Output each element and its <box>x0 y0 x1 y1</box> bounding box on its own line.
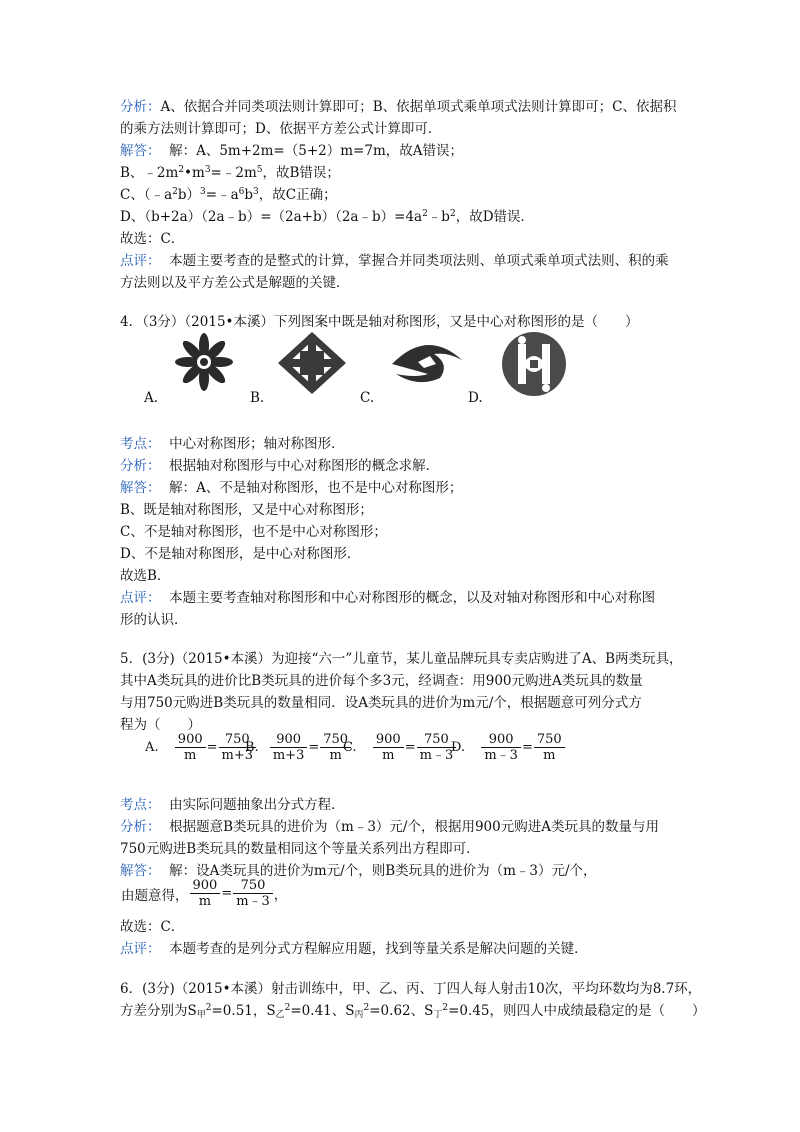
q5-choice: 故选：C． <box>120 919 185 935</box>
q5-stem-line-3: 与用750元购进B类玩具的数量相同．设A类玩具的进价为m元/个，根据题意可列分式方 <box>120 695 642 711</box>
q5-answer-line-1: 解答： 解：设A类玩具的进价为m元/个，则B类玩具的进价为（m﹣3）元/个， <box>120 863 597 879</box>
q5-option-b[interactable]: B. $\frac{900}{m+3}$ = $\frac{750}{m}$ <box>244 732 351 763</box>
q3-answer-a: 解答： 解：A、5m+2m=（5+2）m=7m，故A错误； <box>120 143 463 159</box>
q5-option-d[interactable]: D. $\frac{900}{m﹣3}$ = $\frac{750}{m}$ <box>450 732 565 763</box>
pattern-b-diamond-cross-icon <box>276 330 348 396</box>
q4-answer-b: B、既是轴对称图形，又是中心对称图形； <box>120 502 373 518</box>
q5-stem-line-2: 其中A类玩具的进价比B类玩具的进价每个多3元，经调查：用900元购进A类玩具的数量 <box>120 673 643 689</box>
answer-label: 解答： <box>120 143 161 159</box>
q5-comment: 点评： 本题考查的是列分式方程解应用题，找到等量关系是解决问题的关键． <box>120 941 588 957</box>
q3-answer-d: D、$(b+2a)(2a﹣b)=(2a+b)(2a﹣b)=4a^2﹣b^2$，故D错误． <box>120 209 535 225</box>
q4-answer-c: C、不是轴对称图形，也不是中心对称图形； <box>120 524 387 540</box>
q3-comment-line-1: 点评： 本题主要考查的是整式的计算，掌握合并同类项法则、单项式乘单项式法则、积的乘 <box>120 253 669 269</box>
q4-option-a[interactable]: A. <box>144 390 159 406</box>
q5-option-a[interactable]: A. $\frac{900}{m}$ = $\frac{750}{m+3}$ <box>144 732 256 763</box>
q3-analysis-line-1: 分析：A、依据合并同类项法则计算即可；B、依据单项式乘单项式法则计算即可；C、依据积 <box>120 99 677 115</box>
q5-stem-line-1: 5．(3分)（2015•本溪）为迎接“六一”儿童节，某儿童品牌玩具专卖店购进了A、B两类玩具， <box>120 651 683 667</box>
pattern-d-circle-icon <box>500 330 568 398</box>
q5-stem-line-4: 程为（ ） <box>120 717 201 733</box>
q5-answer-equation: 由题意得， $\frac{900}{m}$ = $\frac{750}{m﹣3}$ ， <box>121 878 287 909</box>
q3-answer-c: C、$(﹣a^2b)^3=﹣a^6b^3$，故C正确； <box>120 187 337 203</box>
pattern-c-eye-icon <box>388 334 466 394</box>
q4-answer-a: 解答： 解：A、不是轴对称图形，也不是中心对称图形； <box>120 480 463 496</box>
q5-analysis-line-2: 750元购进B类玩具的数量相同这个等量关系列出方程即可． <box>120 841 480 857</box>
q4-choice: 故选B． <box>120 568 171 584</box>
q3-comment-line-2: 方法则以及平方差公式是解题的关键． <box>120 275 350 291</box>
q6-stem-line-1: 6．(3分)（2015•本溪）射击训练中，甲、乙、丙、丁四人每人射击10次，平均环数均为8.7环， <box>120 981 702 997</box>
q5-analysis-line-1: 分析： 根据题意B类玩具的进价为（m﹣3）元/个，根据用900元购进A类玩具的数量与用 <box>120 819 659 835</box>
q4-option-c[interactable]: C. <box>360 390 375 406</box>
q5-point: 考点： 由实际问题抽象出分式方程． <box>120 797 345 813</box>
pattern-a-snowflake-icon <box>170 330 238 394</box>
q3-choice: 故选：C． <box>120 231 185 247</box>
q4-answer-d: D、不是轴对称图形，是中心对称图形． <box>120 546 361 562</box>
q4-comment-line-2: 形的认识． <box>120 612 188 628</box>
q6-stem-line-2: 方差分别为$S_甲^2=0.51$，$S_乙^2=0.41$、$S_丙^2=0.62$、$S_丁^2=0.45$，则四人中成绩最稳定的是（ ） <box>120 1003 706 1020</box>
comment-label: 点评： <box>120 253 161 269</box>
q4-point: 考点： 中心对称图形；轴对称图形． <box>120 436 345 452</box>
q3-answer-b: B、$﹣2m^2•m^3=﹣2m^5$，故B错误； <box>120 165 340 181</box>
q4-comment-line-1: 点评： 本题主要考查轴对称图形和中心对称图形的概念，以及对轴对称图形和中心对称图 <box>120 590 656 606</box>
q4-option-d[interactable]: D. <box>468 390 483 406</box>
q5-option-c[interactable]: C. $\frac{900}{m}$ = $\frac{750}{m﹣3}$ <box>342 732 456 763</box>
analysis-label: 分析： <box>120 99 161 115</box>
q4-analysis: 分析： 根据轴对称图形与中心对称图形的概念求解． <box>120 458 440 474</box>
q4-option-b[interactable]: B. <box>250 390 265 406</box>
q4-stem: 4．（3分）（2015•本溪）下列图案中既是轴对称图形，又是中心对称图形的是（ ） <box>120 314 639 330</box>
q3-analysis-line-2: 的乘方法则计算即可；D、依据平方差公式计算即可． <box>120 121 442 137</box>
